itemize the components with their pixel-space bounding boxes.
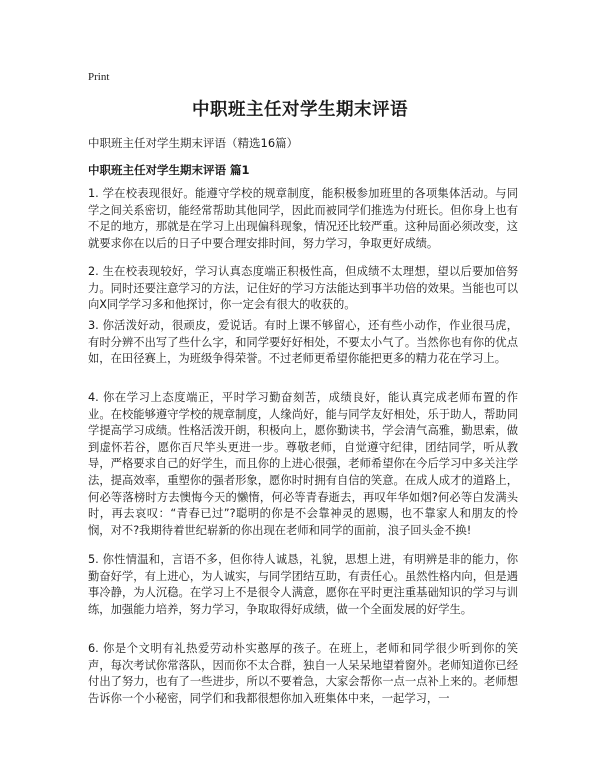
paragraph-6: 6. 你是个文明有礼热爱劳动朴实憨厚的孩子。在班上，老师和同学很少听到你的笑声，每次考试你常落队，因而你不太合群，独自一人呆呆地望着窗外。老师知道你已经付出了努力，也有了一些进步，所以不要着急，大家会帮你一点一点补上来的。老师想告诉你一个小秘密，同学们和我都很想你加入班集体中来，一起学习，一	[88, 642, 518, 705]
paragraph-2: 2. 生在校表现较好，学习认真态度端正积极性高，但成绩不太理想，望以后要加倍努力。同时还要注意学习的方法，记住好的学习方法能达到事半功倍的效果。当能也可以向X同学学习多和他探讨，你一定会有很大的收获的。	[88, 265, 518, 312]
paragraph-1: 1. 学在校表现很好。能遵守学校的规章制度，能积极参加班里的各项集体活动。与同学之间关系密切，能经常帮助其他同学，因此而被同学们推选为付班长。但你身上也有不足的地方，那就是在学习上出现偏科现象，情况还比较严重。这种局面必须改变，这就要求你在以后的日子中要合理安排时间，努力学习，争取更好成绩。	[88, 187, 518, 250]
paragraph-3: 3. 你活泼好动，很顽皮，爱说话。有时上课不够留心，还有些小动作，作业很马虎，有时分辨不出写了些什么字，和同学要好好相处，不要太小气了。当然你也有你的优点如，在田径赛上，为班级争得荣誉。不过老师更希望你能把更多的精力花在学习上。	[88, 319, 518, 366]
page-title: 中职班主任对学生期末评语	[192, 100, 408, 120]
paragraph-4: 4. 你在学习上态度端正，平时学习勤奋刻苦，成绩良好，能认真完成老师布置的作业。在校能够遵守学校的规章制度，人缘尚好，能与同学友好相处，乐于助人，帮助同学提高学习成绩。性格活泼开朗，积极向上，愿你勤读书，学会清气高雅，勤思索，做到虚怀若谷，愿你百尺竿头更进一步。尊敬老师，自觉遵守纪律，团结同学，听从教导，严格要求自己的好学生，而且你的上进心很强，老师希望你在今后学习中多关注学法，提高效率，重塑你的强者形象，愿你时时拥有自信的笑意。在成人成才的道路上，何必等落榜时方去懊悔今天的懒惰，何必等青春逝去，再叹年华如烟?何必等白发满头时，再去哀叹：“青春已过”?聪明的你是不会靠神灵的恩赐，也不靠家人和朋友的怜悯，对不?我期待着世纪崭新的你出现在老师和同学的面前，浪子回头金不换!	[88, 391, 518, 537]
document-subtitle: 中职班主任对学生期末评语（精选16篇）	[88, 136, 299, 150]
paragraph-5: 5. 你性情温和，言语不多，但你待人诚恳，礼貌，思想上进，有明辨是非的能力，你勤奋好学，有上进心，为人诚实，与同学团结互助，有责任心。虽然性格内向，但是遇事冷静，为人沉稳。在学习上不是很令人满意，愿你在平时更注重基础知识的学习与训练，加强能力培养，努力学习，争取取得好成绩，做一个全面发展的好学生。	[88, 553, 518, 616]
section-heading: 中职班主任对学生期末评语 篇1	[88, 163, 250, 177]
print-label: Print	[88, 71, 110, 83]
